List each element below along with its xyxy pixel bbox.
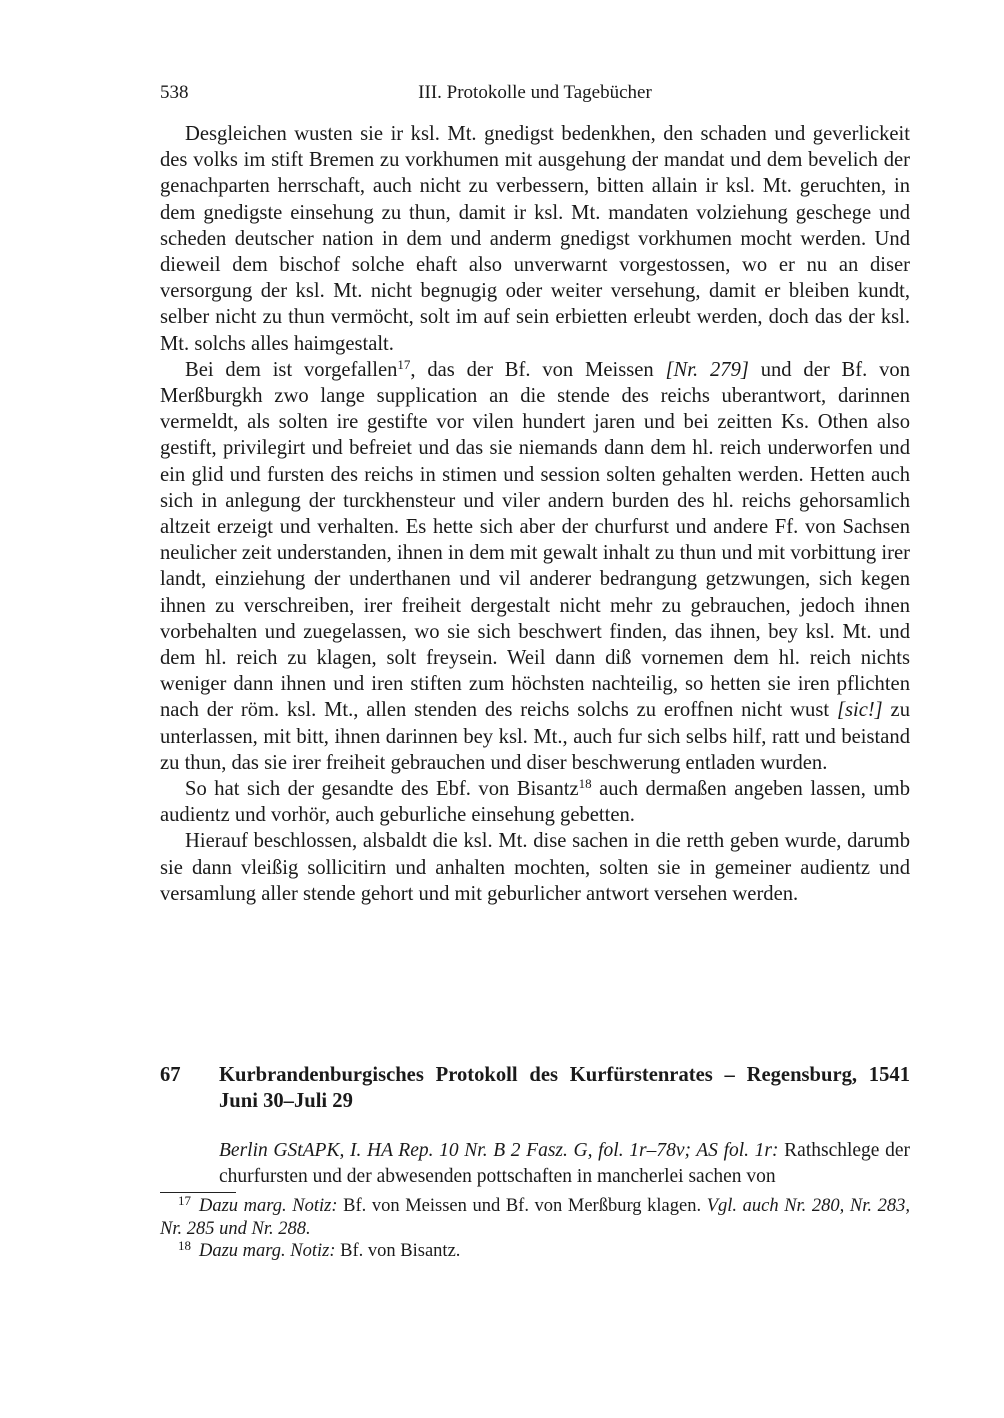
paragraph-text: auch dermaßen angeben lassen, umb audientz und vorhör, auch geburliche einsehung gebetten. [160,778,910,827]
paragraph-text: zu unterlassen, mit bitt, ihnen darinnen bey ksl. Mt., auch fur sich selbs hilf, ratt und beistand zu thun, das sie irer freiheit gebrauchen und diser beschwerung entladen wurden. [160,699,910,774]
footnote-17 [160,1195,910,1240]
footnote-number: 17 [178,1193,191,1208]
body-text [160,121,910,907]
paragraph-1 [160,121,910,357]
document-section-67 [160,1062,910,1190]
paragraph-text: Hierauf beschlossen, alsbaldt die ksl. Mt. dise sachen in die retth geben wurde, darumb sie dann vleißig sollicitirn und anhalten mochten, solten sie in gemeiner audientz und versamlung aller stende gehort und mit geburlicher antwort versehen werden. [160,830,910,905]
footnote-label: Dazu marg. Notiz: [199,1196,338,1216]
footnote-label: Dazu marg. Notiz: [199,1241,336,1262]
footnote-divider [160,1192,236,1193]
source-description: Rathschlege der churfursten und der abwesenden pottschaften in mancherlei sachen von [219,1140,911,1187]
footnote-text: Bf. von Bisantz. [335,1241,461,1262]
running-head [160,80,910,106]
footnote-text: Bf. von Meissen und Bf. von Merßburg klagen. [337,1196,707,1216]
paragraph-2 [160,357,910,776]
paragraph-text: , das der Bf. von Meissen [410,358,666,381]
running-title: III. Protokolle und Tagebücher [418,82,652,103]
section-title: Kurbrandenburgisches Protokoll des Kurfürstenrates – Regensburg, 1541 Juni 30–Juli 29 [219,1064,910,1112]
paragraph-3 [160,776,910,828]
page-number: 538 [160,82,189,103]
cross-reference: [Nr. 279] [665,358,749,381]
footnote-cross-reference: Vgl. auch Nr. 280, Nr. 283, Nr. 285 und Nr. 288. [160,1196,910,1239]
paragraph-text: So hat sich der gesandte des Ebf. von Bisantz [185,778,579,801]
footnotes [160,1195,910,1263]
paragraph-text: und der Bf. von Merßburgkh zwo lange supplication an die stende des reichs uberantwort, darinnen vermeldt, als solten ire gestifte vor vilen hundert jaren und bei zeitten Ks. Othen also gestift, privilegirt und befreiet und das sie niemands dann dem hl. reich underworfen und ein glid und fursten des reichs in stimen und session solten gehalten werden. Hetten auch sich in anlegung der turckhensteur und viler andern burden des hl. reichs gehorsamlich altzeit erzeigt und verhalten. Es hette sich aber der churfurst und andere Ff. von Sachsen neulicher zeit understanden, ihnen in dem mit gewalt inhalt zu thun und mit vorbittung irer landt, einziehung der underthanen und vil anderer bedrangung getzwungen, sich kegen ihnen zu verschreiben, irer freiheit dergestalt nicht mehr zu gebrauchen, jedoch ihnen vorbehalten und zuegelassen, wo sie sich beschwert finden, das ihnen, bey ksl. Mt. und dem hl. reich zu klagen, solt freysein. Weil dann diß vornemen dem hl. reich nichts weniger dann ihnen und iren stiften zum höchsten nachteilig, so hetten sie iren pflichten nach der röm. ksl. Mt., allen stenden des reichs solchs zu eroffnen nicht wust [160,358,910,722]
footnote-18 [160,1240,910,1263]
footnote-ref-18[interactable]: 18 [578,776,592,792]
source-citation [219,1138,910,1190]
section-number: 67 [160,1064,181,1086]
paragraph-text: Bei dem ist vorgefallen [185,358,398,381]
paragraph-text: Desgleichen wusten sie ir ksl. Mt. gnedigst bedenkhen, den schaden und geverlickeit des volks im stift Bremen zu vorkhumen mit ausgehung der mandat und dem bevelich der genachparten herrschaft, auch nicht zu verbessern, bitten allain ir ksl. Mt. geruchten, in dem gnedigste einsehung zu thun, damit ir ksl. Mt. mandaten volziehung geschege und scheden deutscher nation in dem und anderm gnedigst vorkhumen mocht werden. Und dieweil dem bischof solche ehaft also unverwarnt vorgestossen, wo er nu an diser versorgung der ksl. Mt. nicht begnugig oder weiter versehung, damit er bleiben kundt, selber nicht zu thun vermöcht, solt im auf sein erbietten erleubt werden, doch das der ksl. Mt. solchs alles haimgestalt. [160,123,910,355]
footnote-ref-17[interactable]: 17 [397,356,411,372]
footnote-number: 18 [178,1238,191,1254]
archive-reference: Berlin GStAPK, I. HA Rep. 10 Nr. B 2 Fasz. G, fol. 1r–78v; AS fol. 1r: [219,1140,779,1161]
paragraph-4 [160,828,910,907]
section-heading [160,1062,910,1114]
editorial-note: [sic!] [836,699,883,722]
